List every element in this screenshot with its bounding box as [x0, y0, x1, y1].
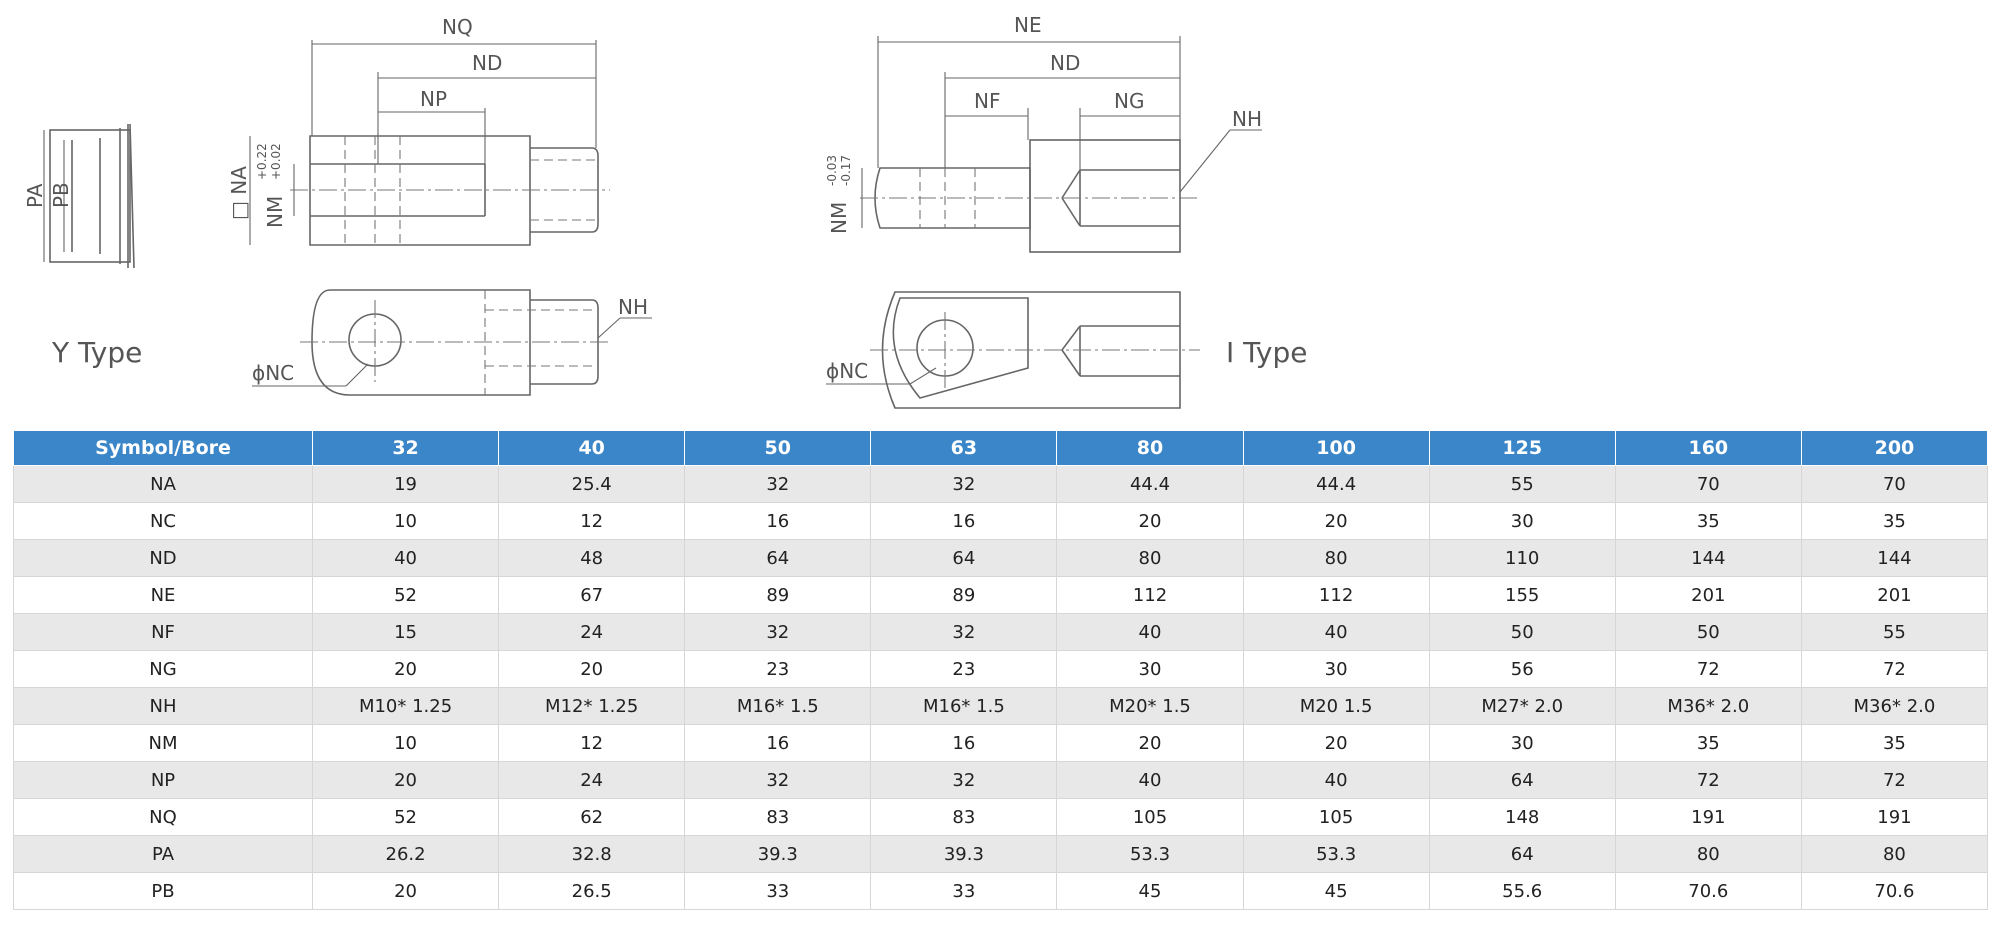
na-label: □ NA: [227, 166, 251, 220]
header-bore-32: 32: [313, 431, 499, 466]
value-cell: 12: [499, 725, 685, 762]
value-cell: 23: [685, 651, 871, 688]
value-cell: M36* 2.0: [1801, 688, 1987, 725]
value-cell: 45: [1243, 873, 1429, 910]
value-cell: 105: [1057, 799, 1243, 836]
symbol-cell: NM: [14, 725, 313, 762]
i-type-top-view: [825, 13, 1262, 252]
value-cell: 70: [1615, 466, 1801, 503]
value-cell: 30: [1243, 651, 1429, 688]
symbol-cell: NH: [14, 688, 313, 725]
table-row: [14, 651, 1988, 688]
value-cell: 33: [871, 873, 1057, 910]
value-cell: 16: [871, 725, 1057, 762]
table-row: [14, 836, 1988, 873]
nm-label-i: NM: [827, 201, 851, 234]
table-row: [14, 762, 1988, 799]
value-cell: 16: [685, 725, 871, 762]
value-cell: 20: [1243, 725, 1429, 762]
value-cell: 20: [1057, 725, 1243, 762]
value-cell: M16* 1.5: [871, 688, 1057, 725]
value-cell: 64: [1429, 762, 1615, 799]
value-cell: 20: [1057, 503, 1243, 540]
nh-label-y: NH: [618, 295, 648, 319]
value-cell: 20: [313, 762, 499, 799]
value-cell: 53.3: [1057, 836, 1243, 873]
y-type-side-view: [252, 290, 652, 395]
value-cell: 10: [313, 503, 499, 540]
nm-tol-up-y: +0.22: [255, 143, 269, 180]
value-cell: 48: [499, 540, 685, 577]
technical-drawing: [0, 0, 2000, 430]
header-bore-63: 63: [871, 431, 1057, 466]
value-cell: 35: [1801, 503, 1987, 540]
value-cell: 12: [499, 503, 685, 540]
table-body: [14, 466, 1988, 910]
table-row: [14, 688, 1988, 725]
value-cell: M20 1.5: [1243, 688, 1429, 725]
value-cell: 55: [1429, 466, 1615, 503]
value-cell: M12* 1.25: [499, 688, 685, 725]
nm-tol-low-y: +0.02: [269, 143, 283, 180]
header-bore-100: 100: [1243, 431, 1429, 466]
symbol-cell: NA: [14, 466, 313, 503]
nq-label: NQ: [442, 15, 473, 39]
symbol-cell: PB: [14, 873, 313, 910]
value-cell: 201: [1801, 577, 1987, 614]
value-cell: 44.4: [1243, 466, 1429, 503]
nf-label: NF: [974, 89, 1001, 113]
value-cell: 23: [871, 651, 1057, 688]
y-type-top-view: [227, 15, 610, 245]
value-cell: 80: [1615, 836, 1801, 873]
header-bore-80: 80: [1057, 431, 1243, 466]
value-cell: M10* 1.25: [313, 688, 499, 725]
value-cell: 53.3: [1243, 836, 1429, 873]
value-cell: 45: [1057, 873, 1243, 910]
symbol-cell: NP: [14, 762, 313, 799]
value-cell: 32: [871, 762, 1057, 799]
value-cell: 191: [1615, 799, 1801, 836]
symbol-cell: NF: [14, 614, 313, 651]
nm-tol-low-i: -0.17: [839, 154, 853, 186]
value-cell: 32: [871, 466, 1057, 503]
value-cell: 155: [1429, 577, 1615, 614]
value-cell: 112: [1057, 577, 1243, 614]
symbol-cell: PA: [14, 836, 313, 873]
value-cell: 67: [499, 577, 685, 614]
table-row: [14, 503, 1988, 540]
table-row: [14, 466, 1988, 503]
nc-label-y: ϕNC: [252, 361, 295, 385]
value-cell: 83: [685, 799, 871, 836]
header-bore-125: 125: [1429, 431, 1615, 466]
pa-label: PA: [23, 183, 47, 208]
pb-label: PB: [49, 182, 73, 208]
symbol-cell: ND: [14, 540, 313, 577]
value-cell: 32.8: [499, 836, 685, 873]
value-cell: M36* 2.0: [1615, 688, 1801, 725]
header-bore-50: 50: [685, 431, 871, 466]
value-cell: 32: [685, 466, 871, 503]
value-cell: 32: [871, 614, 1057, 651]
value-cell: 26.2: [313, 836, 499, 873]
value-cell: 32: [685, 614, 871, 651]
table-row: [14, 873, 1988, 910]
value-cell: 80: [1057, 540, 1243, 577]
value-cell: 89: [871, 577, 1057, 614]
value-cell: 62: [499, 799, 685, 836]
value-cell: 44.4: [1057, 466, 1243, 503]
nh-label-i: NH: [1232, 107, 1262, 131]
nd-label-y: ND: [472, 51, 503, 75]
value-cell: 70.6: [1615, 873, 1801, 910]
table-row: [14, 799, 1988, 836]
symbol-cell: NQ: [14, 799, 313, 836]
nc-label-i: ϕNC: [826, 359, 869, 383]
value-cell: 24: [499, 762, 685, 799]
nm-tol-up-i: -0.03: [825, 154, 839, 186]
value-cell: 72: [1801, 651, 1987, 688]
value-cell: 148: [1429, 799, 1615, 836]
value-cell: 20: [499, 651, 685, 688]
i-type-label: I Type: [1226, 336, 1308, 369]
value-cell: 83: [871, 799, 1057, 836]
np-label: NP: [420, 87, 448, 111]
symbol-cell: NC: [14, 503, 313, 540]
value-cell: 64: [1429, 836, 1615, 873]
value-cell: 52: [313, 799, 499, 836]
y-type-label: Y Type: [52, 336, 143, 369]
value-cell: 55.6: [1429, 873, 1615, 910]
value-cell: 20: [313, 651, 499, 688]
value-cell: 16: [871, 503, 1057, 540]
value-cell: 70: [1801, 466, 1987, 503]
ng-label: NG: [1114, 89, 1145, 113]
value-cell: 15: [313, 614, 499, 651]
ne-label: NE: [1014, 13, 1042, 37]
value-cell: 72: [1615, 762, 1801, 799]
value-cell: 110: [1429, 540, 1615, 577]
value-cell: 16: [685, 503, 871, 540]
nm-label-y: NM: [263, 195, 287, 228]
value-cell: M16* 1.5: [685, 688, 871, 725]
value-cell: 112: [1243, 577, 1429, 614]
header-row: [14, 431, 1988, 466]
value-cell: 50: [1615, 614, 1801, 651]
value-cell: 201: [1615, 577, 1801, 614]
value-cell: 35: [1615, 725, 1801, 762]
value-cell: 25.4: [499, 466, 685, 503]
value-cell: 89: [685, 577, 871, 614]
header-bore-40: 40: [499, 431, 685, 466]
value-cell: 20: [313, 873, 499, 910]
value-cell: 30: [1057, 651, 1243, 688]
value-cell: 19: [313, 466, 499, 503]
value-cell: 40: [1243, 762, 1429, 799]
value-cell: 10: [313, 725, 499, 762]
table-row: [14, 614, 1988, 651]
value-cell: 144: [1615, 540, 1801, 577]
value-cell: 72: [1615, 651, 1801, 688]
value-cell: 26.5: [499, 873, 685, 910]
value-cell: 80: [1243, 540, 1429, 577]
pin-side-view: [23, 124, 134, 268]
value-cell: 40: [1057, 614, 1243, 651]
value-cell: 144: [1801, 540, 1987, 577]
value-cell: 64: [685, 540, 871, 577]
value-cell: 55: [1801, 614, 1987, 651]
i-type-side-view: [826, 292, 1200, 408]
value-cell: 40: [1057, 762, 1243, 799]
value-cell: 70.6: [1801, 873, 1987, 910]
value-cell: 33: [685, 873, 871, 910]
value-cell: 39.3: [685, 836, 871, 873]
value-cell: 32: [685, 762, 871, 799]
value-cell: 52: [313, 577, 499, 614]
value-cell: 39.3: [871, 836, 1057, 873]
table-row: [14, 725, 1988, 762]
value-cell: 35: [1615, 503, 1801, 540]
value-cell: M20* 1.5: [1057, 688, 1243, 725]
value-cell: 20: [1243, 503, 1429, 540]
spec-table: [13, 430, 1988, 910]
header-symbol-bore: Symbol/Bore: [14, 431, 313, 466]
value-cell: 35: [1801, 725, 1987, 762]
value-cell: 40: [1243, 614, 1429, 651]
value-cell: 24: [499, 614, 685, 651]
value-cell: 40: [313, 540, 499, 577]
symbol-cell: NE: [14, 577, 313, 614]
symbol-cell: NG: [14, 651, 313, 688]
value-cell: 30: [1429, 725, 1615, 762]
value-cell: 50: [1429, 614, 1615, 651]
value-cell: 56: [1429, 651, 1615, 688]
value-cell: 80: [1801, 836, 1987, 873]
header-bore-160: 160: [1615, 431, 1801, 466]
value-cell: 72: [1801, 762, 1987, 799]
value-cell: 105: [1243, 799, 1429, 836]
value-cell: 64: [871, 540, 1057, 577]
table-row: [14, 577, 1988, 614]
value-cell: M27* 2.0: [1429, 688, 1615, 725]
value-cell: 30: [1429, 503, 1615, 540]
table-row: [14, 540, 1988, 577]
nd-label-i: ND: [1050, 51, 1081, 75]
value-cell: 191: [1801, 799, 1987, 836]
header-bore-200: 200: [1801, 431, 1987, 466]
